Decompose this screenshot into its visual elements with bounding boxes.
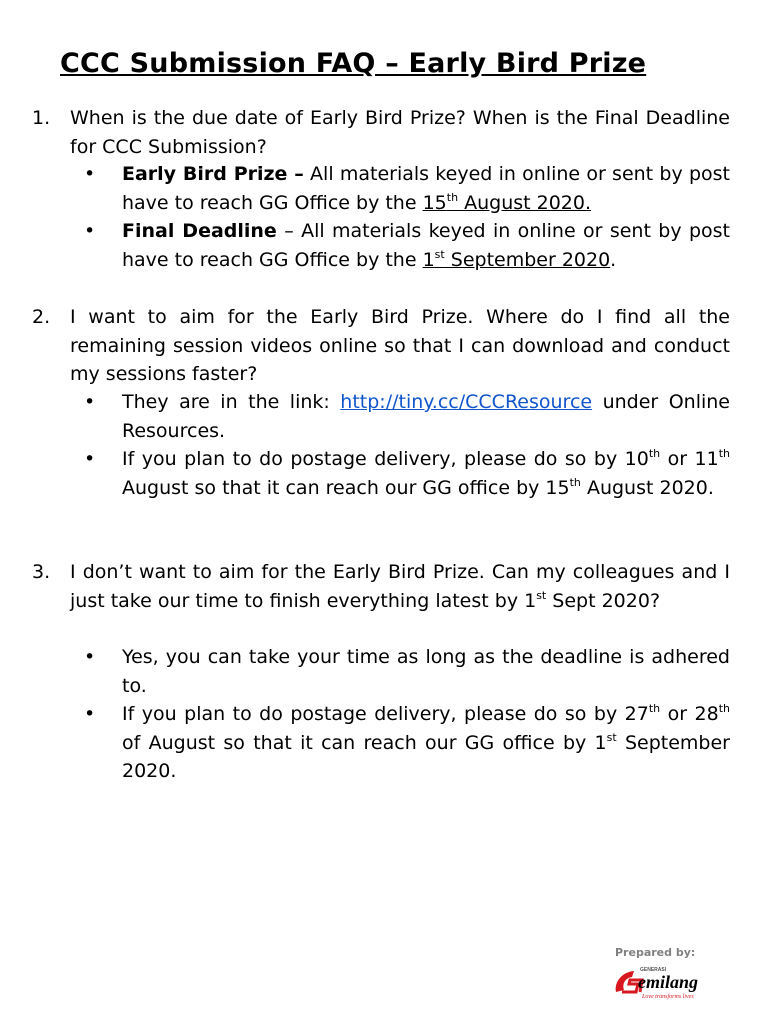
question-text: I don’t want to aim for the Early Bird Prize. Can my colleagues and I just take our time to finish everything latest by 1st Sept 2020? [70,561,730,612]
deadline-date: 15th August 2020. [422,190,592,214]
bullet-icon: • [84,646,96,668]
answer-text: – All materials keyed in online or sent by post have to reach GG Office by the [122,220,731,271]
bullet-icon: • [84,391,96,413]
generasi-gemilang-logo [612,962,742,1002]
question-number: 1. [32,107,51,129]
bullet-icon: • [84,448,96,470]
resource-link[interactable]: http://tiny.cc/CCCResource [340,391,593,413]
deadline-date: 1st September 2020 [422,247,611,271]
question-text: When is the due date of Early Bird Prize? When is the Final Deadline for CCC Submission? [70,107,730,158]
answer-lead: Final Deadline [122,220,277,242]
question-text: I want to aim for the Early Bird Prize. Where do I find all the remaining session videos online so that I can download and conduct my sessions faster? [70,306,730,385]
bullet-icon: • [84,220,96,242]
answer-bullet: They are in the link: http://tiny.cc/CCCResource under Online Resources. [122,391,730,442]
answer-lead: Early Bird Prize – [122,163,304,185]
logo-tagline: Love transforms lives [642,994,694,1000]
answer-bullet: Final Deadline – All materials keyed in online or sent by post have to reach GG Office by the 1st September 2020. [122,220,731,271]
prepared-by-label: Prepared by: [615,946,696,959]
bullet-icon: • [84,163,96,185]
answer-bullet [122,160,730,217]
question-number: 3. [32,561,51,583]
question-number: 2. [32,306,51,328]
logo-top-text: GENERASI [640,967,667,973]
page-title: CCC Submission FAQ – Early Bird Prize [60,48,647,79]
answer-bullet: Yes, you can take your time as long as the deadline is adhered to. [122,646,730,697]
answer-text: All materials keyed in online or sent by post have to reach GG Office by the [122,163,730,214]
bullet-icon: • [84,703,96,725]
logo-text: emilang [638,972,699,992]
answer-bullet: If you plan to do postage delivery, please do so by 10th or 11th August so that it can reach our GG office by 15th August 2020. [122,447,730,499]
answer-bullet: If you plan to do postage delivery, please do so by 27th or 28th of August so that it can reach our GG office by 1st September 2020. [122,702,730,782]
